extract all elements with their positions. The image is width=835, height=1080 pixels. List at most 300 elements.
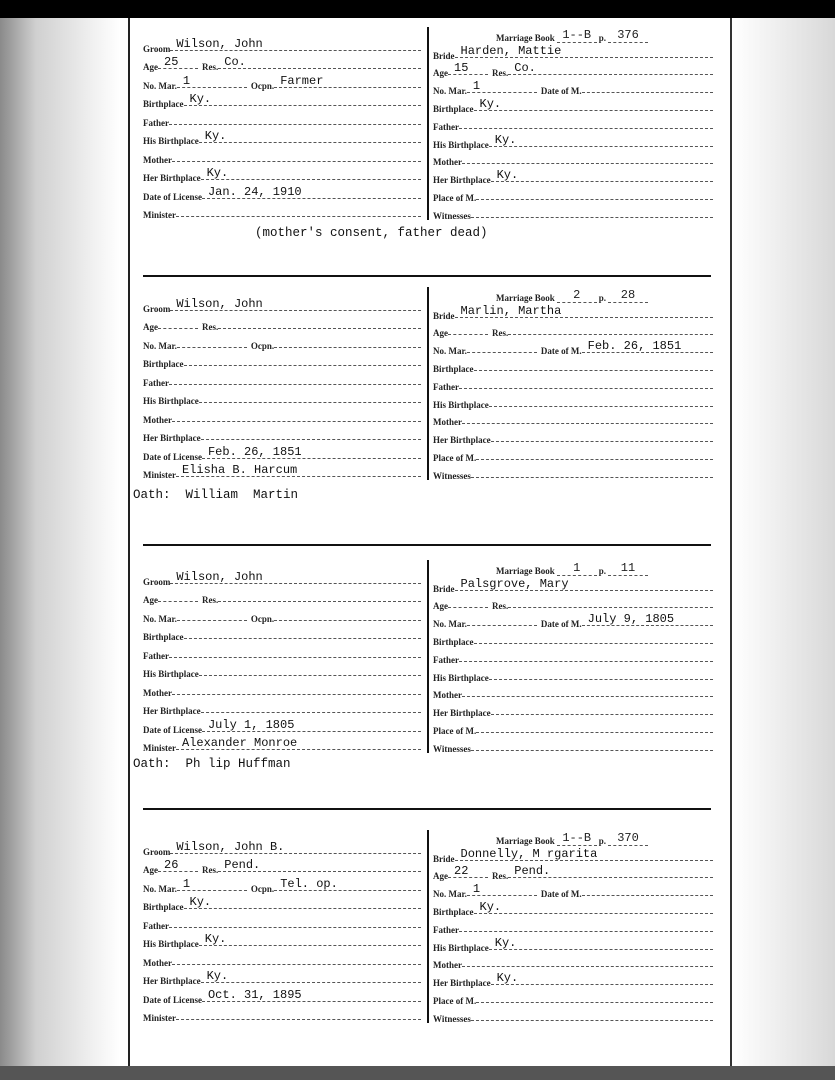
bride-field-father	[433, 374, 713, 392]
bride-field-her-birthplace	[433, 700, 713, 718]
bride-field-no-mar	[433, 338, 713, 356]
field-label: Birthplace	[433, 636, 474, 647]
field-value-line	[158, 315, 198, 329]
field-label: His Birthplace	[433, 672, 489, 683]
field-label: Her Birthplace	[433, 708, 491, 719]
field-label: Birthplace	[143, 99, 184, 109]
record-separator	[143, 544, 711, 546]
field-label: No. Mar.	[433, 619, 467, 630]
field-value-line	[202, 718, 421, 732]
groom-field-father	[143, 109, 421, 128]
book-number: 1--B	[557, 29, 597, 43]
field-label: Witnesses	[433, 1013, 471, 1024]
field-label: Groom	[143, 846, 171, 857]
field-label: Age	[143, 322, 158, 332]
field-label: Date of M.	[540, 86, 582, 97]
field-value: 1	[182, 876, 191, 891]
field-value-line	[474, 630, 714, 644]
groom-field-birthplace	[143, 894, 421, 913]
field-label: Minister	[143, 210, 176, 220]
record-note: Oath: Ph lip Huffman	[133, 757, 291, 771]
field-value-line	[176, 463, 421, 477]
field-value-line	[471, 737, 713, 751]
bride-field-bride	[433, 303, 713, 321]
groom-field-birthplace	[143, 351, 421, 370]
bride-field-her-birthplace	[433, 427, 713, 445]
field-value-line	[199, 662, 421, 676]
page-number: 376	[608, 29, 648, 43]
bride-field-birthplace	[433, 356, 713, 374]
record-separator	[143, 275, 711, 277]
field-value: July 1, 1805	[207, 717, 295, 732]
field-value-line	[218, 55, 421, 69]
field-label: Minister	[143, 1013, 176, 1023]
field-label: Date of M.	[540, 346, 582, 357]
field-value-line	[489, 666, 713, 680]
field-label: Date of License	[143, 451, 202, 462]
field-label: Birthplace	[433, 906, 474, 917]
field-label: Age	[143, 62, 158, 72]
bride-field-mother	[433, 150, 713, 168]
field-value: Co.	[514, 61, 536, 76]
field-value-line	[274, 74, 421, 88]
book-number: 2	[557, 289, 597, 303]
field-label: Father	[143, 920, 169, 931]
field-value-line	[459, 648, 713, 662]
field-value: Ky.	[479, 899, 502, 914]
field-label: Birthplace	[433, 363, 474, 374]
field-value-line	[476, 186, 713, 200]
page-label: p.	[598, 292, 606, 303]
groom-field-his-birthplace	[143, 128, 421, 147]
field-label: Place of M.	[433, 452, 477, 463]
field-value: 1	[182, 73, 191, 88]
field-label: Mother	[433, 690, 462, 701]
bride-field-age	[433, 321, 713, 339]
groom-section	[143, 568, 421, 753]
groom-field-date-of-license	[143, 183, 421, 202]
groom-field-her-birthplace	[143, 425, 421, 444]
field-value-line	[476, 446, 713, 460]
field-value: Ky.	[494, 132, 517, 147]
groom-field-minister	[143, 735, 421, 754]
field-value-line	[172, 951, 421, 965]
field-label: Age	[433, 328, 448, 339]
field-value-line	[489, 393, 713, 407]
record-note: (mother's consent, father dead)	[255, 226, 488, 240]
field-value-line	[176, 203, 421, 217]
page-number: 28	[608, 289, 648, 303]
field-value-line	[582, 79, 713, 93]
bride-field-witnesses	[433, 463, 713, 481]
scan-top-border	[0, 0, 835, 18]
field-value-line	[172, 148, 421, 162]
field-label: Groom	[143, 303, 171, 314]
field-value-line	[199, 932, 421, 946]
field-value: Ky.	[204, 129, 227, 143]
field-label: Birthplace	[433, 103, 474, 114]
field-label: Bride	[433, 50, 455, 61]
field-value-line	[169, 111, 421, 125]
field-value: Ky.	[494, 935, 517, 950]
book-number: 1	[557, 562, 597, 576]
groom-field-father	[143, 912, 421, 931]
field-value-line	[462, 953, 713, 967]
field-value: Co.	[224, 55, 246, 69]
field-value-line	[476, 719, 713, 733]
field-value: Wilson, John	[176, 296, 263, 311]
field-value: Alexander Monroe	[182, 736, 298, 750]
groom-field-birthplace	[143, 91, 421, 110]
field-label: Age	[433, 871, 448, 882]
field-label: Father	[143, 117, 169, 128]
field-label: Res.	[202, 595, 219, 605]
field-value-line	[184, 895, 422, 909]
field-label: Birthplace	[143, 632, 184, 642]
field-label: Mother	[433, 960, 462, 971]
field-value: Ky.	[206, 166, 229, 180]
bride-field-no-mar	[433, 881, 713, 899]
field-label: Father	[433, 121, 459, 132]
field-value-line	[169, 644, 421, 658]
field-label: Birthplace	[143, 359, 184, 369]
field-value: Elisha B. Harcum	[182, 463, 298, 477]
groom-field-no-mar	[143, 72, 421, 91]
field-value: Farmer	[280, 73, 324, 88]
groom-section	[143, 838, 421, 1023]
field-value-line	[491, 168, 713, 182]
bride-field-birthplace	[433, 899, 713, 917]
field-value: Feb. 26, 1851	[587, 339, 682, 354]
field-label: Witnesses	[433, 470, 471, 481]
field-value: Marlin, Martha	[460, 303, 562, 318]
field-label: His Birthplace	[433, 942, 489, 953]
scan-right-margin	[732, 18, 835, 1080]
bride-field-no-mar	[433, 78, 713, 96]
field-value-line	[455, 44, 714, 58]
field-value: 1	[472, 882, 481, 897]
field-value: Ky.	[204, 932, 227, 946]
field-label: Age	[143, 865, 158, 875]
field-value-line	[201, 166, 421, 180]
book-label: Marriage Book	[495, 565, 555, 576]
field-value-line	[169, 371, 421, 385]
field-value-line	[508, 864, 713, 878]
field-value-line	[491, 428, 713, 442]
field-value-line	[177, 74, 247, 88]
card-right-edge	[730, 18, 732, 1080]
field-value-line	[474, 900, 714, 914]
field-value: 25	[164, 55, 179, 69]
page-label: p.	[598, 835, 606, 846]
scan-left-margin	[0, 18, 120, 1080]
field-value-line	[462, 410, 713, 424]
column-divider	[427, 287, 429, 480]
book-label: Marriage Book	[495, 292, 555, 303]
field-value: Wilson, John	[176, 569, 263, 584]
field-label: Place of M.	[433, 725, 477, 736]
bride-field-bride	[433, 576, 713, 594]
field-value-line	[184, 352, 422, 366]
bride-field-her-birthplace	[433, 167, 713, 185]
field-value-line	[176, 1006, 421, 1020]
record-separator	[143, 808, 711, 810]
field-value-line	[170, 37, 421, 51]
field-value-line	[462, 150, 713, 164]
field-value-line	[471, 1007, 713, 1021]
field-label: Res.	[492, 68, 509, 79]
field-value: Oct. 31, 1895	[207, 987, 302, 1002]
field-value-line	[274, 607, 421, 621]
page-number: 11	[608, 562, 648, 576]
field-value-line	[476, 989, 713, 1003]
field-value: Wilson, John B.	[176, 839, 285, 854]
groom-field-groom	[143, 35, 421, 54]
field-value-line	[184, 92, 422, 106]
groom-field-his-birthplace	[143, 661, 421, 680]
groom-field-no-mar	[143, 332, 421, 351]
field-value-line	[274, 334, 421, 348]
field-value-line	[448, 864, 488, 878]
field-label: No. Mar.	[433, 889, 467, 900]
groom-field-minister	[143, 1005, 421, 1024]
groom-field-age	[143, 314, 421, 333]
field-value: Harden, Mattie	[460, 43, 562, 58]
groom-field-minister	[143, 202, 421, 221]
field-value-line	[491, 701, 713, 715]
groom-field-his-birthplace	[143, 388, 421, 407]
field-value: Jan. 24, 1910	[207, 184, 302, 199]
field-value: Ky.	[189, 895, 212, 909]
field-label: Res.	[202, 322, 219, 332]
groom-field-groom	[143, 568, 421, 587]
field-value: Tel. op.	[280, 876, 338, 891]
field-label: Her Birthplace	[433, 435, 491, 446]
field-label: Date of M.	[540, 619, 582, 630]
field-label: Date of License	[143, 191, 202, 202]
field-value-line	[274, 877, 421, 891]
groom-field-age	[143, 857, 421, 876]
field-label: Her Birthplace	[143, 433, 201, 443]
field-label: Father	[433, 381, 459, 392]
field-value: 15	[454, 61, 469, 76]
field-value-line	[455, 847, 714, 861]
bride-field-place-of-m	[433, 988, 713, 1006]
column-divider	[427, 830, 429, 1023]
field-value: Pend.	[514, 864, 551, 879]
field-label: No. Mar.	[143, 340, 177, 351]
field-value-line	[508, 61, 713, 75]
field-label: No. Mar.	[433, 86, 467, 97]
marriage-book-reference	[433, 828, 713, 846]
field-value: Feb. 26, 1851	[207, 444, 302, 459]
bride-field-his-birthplace	[433, 935, 713, 953]
field-value-line	[474, 97, 714, 111]
groom-section	[143, 35, 421, 220]
bride-field-mother	[433, 953, 713, 971]
groom-field-father	[143, 642, 421, 661]
book-label: Marriage Book	[495, 835, 555, 846]
marriage-book-reference	[433, 285, 713, 303]
groom-field-her-birthplace	[143, 698, 421, 717]
field-value-line	[170, 297, 421, 311]
bride-section	[433, 25, 713, 221]
field-value-line	[467, 339, 537, 353]
bride-field-his-birthplace	[433, 132, 713, 150]
field-value-line	[582, 882, 713, 896]
field-value-line	[170, 840, 421, 854]
field-label: Groom	[143, 576, 171, 587]
groom-field-birthplace	[143, 624, 421, 643]
field-label: Minister	[143, 470, 176, 480]
bride-field-mother	[433, 410, 713, 428]
field-label: Ocpn.	[250, 80, 275, 91]
groom-field-mother	[143, 146, 421, 165]
field-label: His Birthplace	[143, 396, 199, 406]
column-divider	[427, 27, 429, 220]
field-label: No. Mar.	[143, 80, 177, 91]
bride-field-father	[433, 917, 713, 935]
field-label: Father	[143, 377, 169, 388]
field-value-line	[201, 969, 421, 983]
bride-field-mother	[433, 683, 713, 701]
field-value-line	[172, 681, 421, 695]
bride-section	[433, 828, 713, 1024]
bride-field-witnesses	[433, 203, 713, 221]
field-value-line	[169, 914, 421, 928]
field-value-line	[491, 971, 713, 985]
bride-field-father	[433, 114, 713, 132]
field-value-line	[448, 594, 488, 608]
field-value: Ky.	[189, 92, 212, 106]
field-value-line	[582, 612, 713, 626]
field-value: Ky.	[496, 971, 519, 986]
bride-field-place-of-m	[433, 718, 713, 736]
field-label: His Birthplace	[433, 399, 489, 410]
field-label: Mother	[143, 687, 172, 698]
field-value-line	[467, 612, 537, 626]
field-value-line	[582, 339, 713, 353]
field-value-line	[177, 877, 247, 891]
page-label: p.	[598, 565, 606, 576]
groom-field-age	[143, 587, 421, 606]
page-number: 370	[608, 832, 648, 846]
field-value-line	[158, 858, 198, 872]
field-label: Minister	[143, 743, 176, 753]
field-value: July 9, 1805	[587, 612, 675, 627]
book-label: Marriage Book	[495, 32, 555, 43]
field-value-line	[508, 321, 713, 335]
field-value: 1	[472, 79, 481, 94]
field-label: Age	[433, 68, 448, 79]
bride-field-her-birthplace	[433, 970, 713, 988]
page-label: p.	[598, 32, 606, 43]
marriage-book-reference	[433, 558, 713, 576]
field-label: Father	[433, 924, 459, 935]
field-value-line	[170, 570, 421, 584]
field-value-line	[467, 79, 537, 93]
bride-field-bride	[433, 43, 713, 61]
field-value-line	[218, 858, 421, 872]
field-label: Father	[143, 650, 169, 661]
field-value-line	[177, 607, 247, 621]
field-label: Witnesses	[433, 210, 471, 221]
field-value-line	[455, 304, 714, 318]
field-label: Witnesses	[433, 743, 471, 754]
groom-section	[143, 295, 421, 480]
field-label: Bride	[433, 853, 455, 864]
record-note: Oath: William Martin	[133, 488, 299, 502]
field-label: Mother	[143, 154, 172, 165]
field-value-line	[199, 389, 421, 403]
book-number: 1--B	[557, 832, 597, 846]
field-label: Age	[433, 601, 448, 612]
field-label: Father	[433, 654, 459, 665]
field-label: Mother	[433, 157, 462, 168]
field-label: Age	[143, 595, 158, 605]
field-value-line	[184, 625, 422, 639]
field-value: Palsgrove, Mary	[460, 576, 569, 591]
field-label: Mother	[143, 414, 172, 425]
bride-section	[433, 285, 713, 481]
field-label: Mother	[433, 417, 462, 428]
field-value-line	[467, 882, 537, 896]
bride-field-birthplace	[433, 629, 713, 647]
groom-field-her-birthplace	[143, 165, 421, 184]
field-value-line	[158, 55, 198, 69]
field-value-line	[199, 129, 421, 143]
bride-field-place-of-m	[433, 185, 713, 203]
groom-field-no-mar	[143, 875, 421, 894]
groom-field-date-of-license	[143, 716, 421, 735]
field-value-line	[471, 204, 713, 218]
field-label: Birthplace	[143, 902, 184, 912]
field-label: Her Birthplace	[143, 706, 201, 716]
groom-field-no-mar	[143, 605, 421, 624]
field-label: His Birthplace	[143, 136, 199, 146]
field-label: Place of M.	[433, 192, 477, 203]
field-label: Ocpn.	[250, 613, 275, 624]
field-value-line	[177, 334, 247, 348]
field-label: Her Birthplace	[433, 978, 491, 989]
field-value-line	[471, 464, 713, 478]
field-value-line	[218, 315, 421, 329]
field-label: Date of License	[143, 994, 202, 1005]
groom-field-mother	[143, 949, 421, 968]
field-value-line	[462, 683, 713, 697]
bride-field-age	[433, 594, 713, 612]
field-value-line	[455, 577, 714, 591]
field-value-line	[489, 936, 713, 950]
field-label: No. Mar.	[433, 346, 467, 357]
groom-field-mother	[143, 679, 421, 698]
field-value: Wilson, John	[176, 36, 263, 51]
field-label: His Birthplace	[433, 139, 489, 150]
field-label: Groom	[143, 43, 171, 54]
field-label: Date of M.	[540, 889, 582, 900]
field-value-line	[172, 408, 421, 422]
field-value-line	[508, 594, 713, 608]
groom-field-date-of-license	[143, 443, 421, 462]
field-label: No. Mar.	[143, 883, 177, 894]
field-label: Date of License	[143, 724, 202, 735]
groom-field-her-birthplace	[143, 968, 421, 987]
bride-field-place-of-m	[433, 445, 713, 463]
scan-bottom-border	[0, 1066, 835, 1080]
field-value-line	[459, 918, 713, 932]
field-value-line	[201, 426, 421, 440]
field-value-line	[474, 357, 714, 371]
